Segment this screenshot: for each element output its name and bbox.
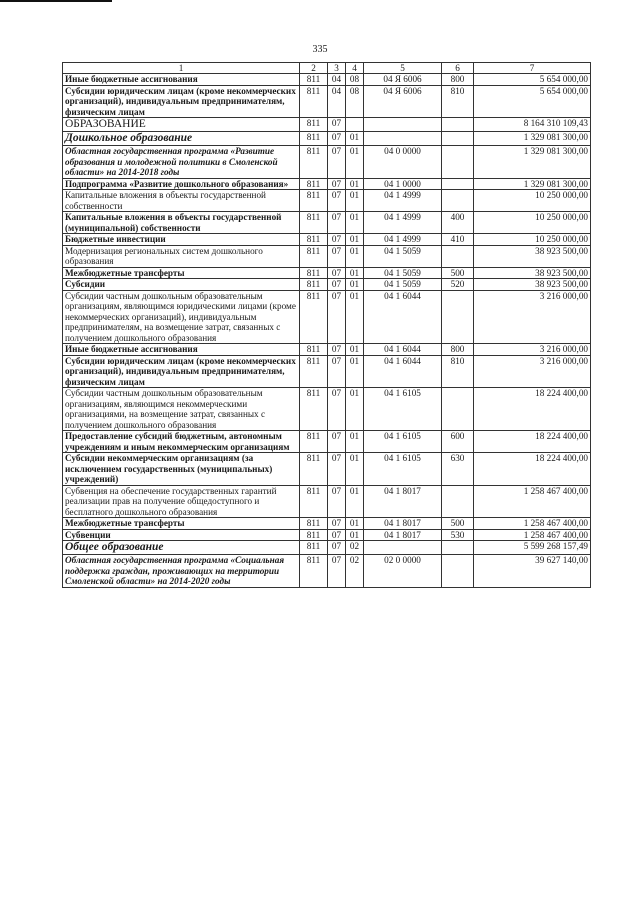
table-row [63, 431, 591, 453]
budget-rows [63, 74, 591, 588]
row-name: Межбюджетные трансферты [63, 518, 300, 530]
row-ved-code: 811 [300, 234, 328, 246]
row-section-code: 07 [328, 485, 346, 518]
row-amount: 10 250 000,00 [474, 234, 591, 246]
table-row [63, 344, 591, 356]
row-target-article: 04 1 5059 [364, 267, 442, 279]
row-ved-code: 811 [300, 132, 328, 146]
column-header: 1 [63, 63, 300, 74]
row-ved-code: 811 [300, 388, 328, 431]
row-expense-type: 500 [442, 518, 474, 530]
row-amount: 18 224 400,00 [474, 453, 591, 486]
row-target-article: 04 1 8017 [364, 518, 442, 530]
row-section-code: 07 [328, 355, 346, 388]
row-name: Субвенции [63, 529, 300, 541]
row-expense-type: 800 [442, 344, 474, 356]
row-subsection-code: 02 [346, 555, 364, 588]
table-row [63, 74, 591, 86]
table-row [63, 529, 591, 541]
row-target-article: 04 1 6105 [364, 388, 442, 431]
column-header: 6 [442, 63, 474, 74]
row-amount: 1 258 467 400,00 [474, 529, 591, 541]
row-target-article: 02 0 0000 [364, 555, 442, 588]
row-expense-type: 520 [442, 279, 474, 291]
row-name: Областная государственная программа «Социальная поддержка граждан, проживающих на территории Смоленской области» на 2014-2020 годы [63, 555, 300, 588]
row-expense-type [442, 132, 474, 146]
row-section-code: 07 [328, 529, 346, 541]
table-row [63, 290, 591, 344]
row-amount: 3 216 000,00 [474, 355, 591, 388]
row-ved-code: 811 [300, 85, 328, 118]
row-target-article [364, 541, 442, 555]
row-name: Областная государственная программа «Развитие образования и молодежной политики в Смоленской области» на 2014-2018 годы [63, 146, 300, 179]
row-ved-code: 811 [300, 485, 328, 518]
row-expense-type: 810 [442, 85, 474, 118]
row-amount: 18 224 400,00 [474, 388, 591, 431]
column-number-row [63, 63, 591, 74]
row-target-article: 04 1 6044 [364, 344, 442, 356]
column-header: 5 [364, 63, 442, 74]
row-subsection-code: 01 [346, 388, 364, 431]
row-ved-code: 811 [300, 355, 328, 388]
row-amount: 1 258 467 400,00 [474, 485, 591, 518]
row-section-code: 07 [328, 388, 346, 431]
row-amount: 5 654 000,00 [474, 85, 591, 118]
row-subsection-code: 01 [346, 132, 364, 146]
table-row [63, 132, 591, 146]
row-section-code: 04 [328, 85, 346, 118]
row-name: ОБРАЗОВАНИЕ [63, 118, 300, 132]
row-name: Субсидии частным дошкольным образовательным организациям, являющимся юридическими лицами (кроме некоммерческих организаций), индивидуальным предпринимателям, на возмещение затрат, связанных с получением дошкольного образования [63, 290, 300, 344]
row-target-article: 04 0 0000 [364, 146, 442, 179]
row-section-code: 07 [328, 267, 346, 279]
row-name: Капитальные вложения в объекты государственной (муниципальной) собственности [63, 212, 300, 234]
row-amount: 1 329 081 300,00 [474, 146, 591, 179]
row-section-code: 07 [328, 146, 346, 179]
table-row [63, 118, 591, 132]
row-ved-code: 811 [300, 344, 328, 356]
row-section-code: 07 [328, 344, 346, 356]
table-row [63, 555, 591, 588]
row-name: Модернизация региональных систем дошкольного образования [63, 245, 300, 267]
row-name: Субвенция на обеспечение государственных гарантий реализации прав на получение общедоступного и бесплатного дошкольного образования [63, 485, 300, 518]
row-expense-type [442, 178, 474, 190]
row-expense-type: 800 [442, 74, 474, 86]
row-name: Субсидии [63, 279, 300, 291]
row-target-article: 04 1 0000 [364, 178, 442, 190]
table-row [63, 212, 591, 234]
row-target-article: 04 1 6105 [364, 453, 442, 486]
table-row [63, 267, 591, 279]
row-amount: 8 164 310 109,43 [474, 118, 591, 132]
row-section-code: 07 [328, 118, 346, 132]
row-amount: 38 923 500,00 [474, 245, 591, 267]
row-section-code: 07 [328, 541, 346, 555]
row-ved-code: 811 [300, 146, 328, 179]
row-target-article: 04 1 4999 [364, 212, 442, 234]
row-section-code: 07 [328, 245, 346, 267]
row-section-code: 07 [328, 212, 346, 234]
row-subsection-code: 01 [346, 178, 364, 190]
row-target-article: 04 Я 6006 [364, 85, 442, 118]
row-name: Иные бюджетные ассигнования [63, 74, 300, 86]
table-row [63, 245, 591, 267]
row-amount: 10 250 000,00 [474, 212, 591, 234]
row-expense-type [442, 245, 474, 267]
row-expense-type: 400 [442, 212, 474, 234]
top-rule [0, 0, 112, 2]
row-amount: 5 654 000,00 [474, 74, 591, 86]
row-name: Субсидии юридическим лицам (кроме некоммерческих организаций), индивидуальным предпринимателям, физическим лицам [63, 355, 300, 388]
row-subsection-code: 01 [346, 190, 364, 212]
row-target-article [364, 118, 442, 132]
row-name: Общее образование [63, 541, 300, 555]
column-header: 7 [474, 63, 591, 74]
row-name: Капитальные вложения в объекты государственной собственности [63, 190, 300, 212]
row-ved-code: 811 [300, 518, 328, 530]
row-subsection-code: 08 [346, 74, 364, 86]
row-subsection-code: 01 [346, 234, 364, 246]
table-row [63, 355, 591, 388]
row-subsection-code: 01 [346, 146, 364, 179]
row-expense-type [442, 146, 474, 179]
row-ved-code: 811 [300, 245, 328, 267]
table-row [63, 453, 591, 486]
row-subsection-code [346, 118, 364, 132]
row-target-article: 04 1 8017 [364, 485, 442, 518]
row-target-article: 04 Я 6006 [364, 74, 442, 86]
table-row [63, 279, 591, 291]
row-name: Подпрограмма «Развитие дошкольного образования» [63, 178, 300, 190]
row-subsection-code: 01 [346, 245, 364, 267]
row-section-code: 04 [328, 74, 346, 86]
row-amount: 5 599 268 157,49 [474, 541, 591, 555]
row-ved-code: 811 [300, 541, 328, 555]
row-ved-code: 811 [300, 555, 328, 588]
row-section-code: 07 [328, 555, 346, 588]
row-ved-code: 811 [300, 267, 328, 279]
row-target-article [364, 132, 442, 146]
row-name: Субсидии некоммерческим организациям (за исключением государственных (муниципальных) учреждений) [63, 453, 300, 486]
row-ved-code: 811 [300, 178, 328, 190]
table-row [63, 518, 591, 530]
row-amount: 18 224 400,00 [474, 431, 591, 453]
row-section-code: 07 [328, 518, 346, 530]
column-header: 3 [328, 63, 346, 74]
table-row [63, 541, 591, 555]
row-ved-code: 811 [300, 453, 328, 486]
row-section-code: 07 [328, 290, 346, 344]
row-expense-type [442, 541, 474, 555]
row-ved-code: 811 [300, 279, 328, 291]
table-row [63, 85, 591, 118]
row-expense-type: 500 [442, 267, 474, 279]
row-target-article: 04 1 6044 [364, 355, 442, 388]
row-subsection-code: 01 [346, 290, 364, 344]
row-section-code: 07 [328, 431, 346, 453]
row-target-article: 04 1 6044 [364, 290, 442, 344]
table-row [63, 388, 591, 431]
row-name: Дошкольное образование [63, 132, 300, 146]
row-target-article: 04 1 6105 [364, 431, 442, 453]
row-section-code: 07 [328, 234, 346, 246]
row-ved-code: 811 [300, 74, 328, 86]
page-number: 335 [312, 44, 328, 55]
row-ved-code: 811 [300, 290, 328, 344]
row-ved-code: 811 [300, 529, 328, 541]
row-name: Бюджетные инвестиции [63, 234, 300, 246]
row-section-code: 07 [328, 132, 346, 146]
row-expense-type [442, 485, 474, 518]
row-expense-type: 530 [442, 529, 474, 541]
budget-table [62, 62, 591, 588]
row-expense-type: 600 [442, 431, 474, 453]
row-expense-type: 630 [442, 453, 474, 486]
column-header: 4 [346, 63, 364, 74]
row-name: Межбюджетные трансферты [63, 267, 300, 279]
row-amount: 38 923 500,00 [474, 267, 591, 279]
row-amount: 1 258 467 400,00 [474, 518, 591, 530]
row-expense-type: 410 [442, 234, 474, 246]
row-subsection-code: 01 [346, 267, 364, 279]
row-target-article: 04 1 5059 [364, 279, 442, 291]
table-row [63, 178, 591, 190]
row-target-article: 04 1 8017 [364, 529, 442, 541]
row-section-code: 07 [328, 190, 346, 212]
column-header: 2 [300, 63, 328, 74]
row-ved-code: 811 [300, 431, 328, 453]
row-name: Субсидии частным дошкольным образовательным организациям, являющимся некоммерческими организациями, на возмещение затрат, связанных с получением дошкольного образования [63, 388, 300, 431]
row-amount: 10 250 000,00 [474, 190, 591, 212]
row-name: Иные бюджетные ассигнования [63, 344, 300, 356]
row-subsection-code: 01 [346, 529, 364, 541]
row-subsection-code: 02 [346, 541, 364, 555]
row-expense-type [442, 290, 474, 344]
row-subsection-code: 01 [346, 355, 364, 388]
table-row [63, 146, 591, 179]
table-row [63, 485, 591, 518]
row-target-article: 04 1 5059 [364, 245, 442, 267]
table-row [63, 190, 591, 212]
row-target-article: 04 1 4999 [364, 234, 442, 246]
row-subsection-code: 01 [346, 485, 364, 518]
row-amount: 39 627 140,00 [474, 555, 591, 588]
row-name: Субсидии юридическим лицам (кроме некоммерческих организаций), индивидуальным предпринимателям, физическим лицам [63, 85, 300, 118]
row-amount: 1 329 081 300,00 [474, 178, 591, 190]
row-expense-type [442, 190, 474, 212]
row-subsection-code: 01 [346, 431, 364, 453]
row-section-code: 07 [328, 279, 346, 291]
row-section-code: 07 [328, 453, 346, 486]
row-amount: 3 216 000,00 [474, 290, 591, 344]
row-name: Предоставление субсидий бюджетным, автономным учреждениям и иным некоммерческим организациям [63, 431, 300, 453]
row-target-article: 04 1 4999 [364, 190, 442, 212]
row-subsection-code: 01 [346, 518, 364, 530]
row-amount: 1 329 081 300,00 [474, 132, 591, 146]
row-ved-code: 811 [300, 190, 328, 212]
row-subsection-code: 01 [346, 212, 364, 234]
row-amount: 3 216 000,00 [474, 344, 591, 356]
row-expense-type [442, 388, 474, 431]
row-section-code: 07 [328, 178, 346, 190]
row-expense-type: 810 [442, 355, 474, 388]
row-amount: 38 923 500,00 [474, 279, 591, 291]
row-subsection-code: 01 [346, 344, 364, 356]
row-subsection-code: 01 [346, 453, 364, 486]
row-subsection-code: 01 [346, 279, 364, 291]
row-ved-code: 811 [300, 212, 328, 234]
table-row [63, 234, 591, 246]
row-expense-type [442, 118, 474, 132]
row-expense-type [442, 555, 474, 588]
row-ved-code: 811 [300, 118, 328, 132]
row-subsection-code: 08 [346, 85, 364, 118]
